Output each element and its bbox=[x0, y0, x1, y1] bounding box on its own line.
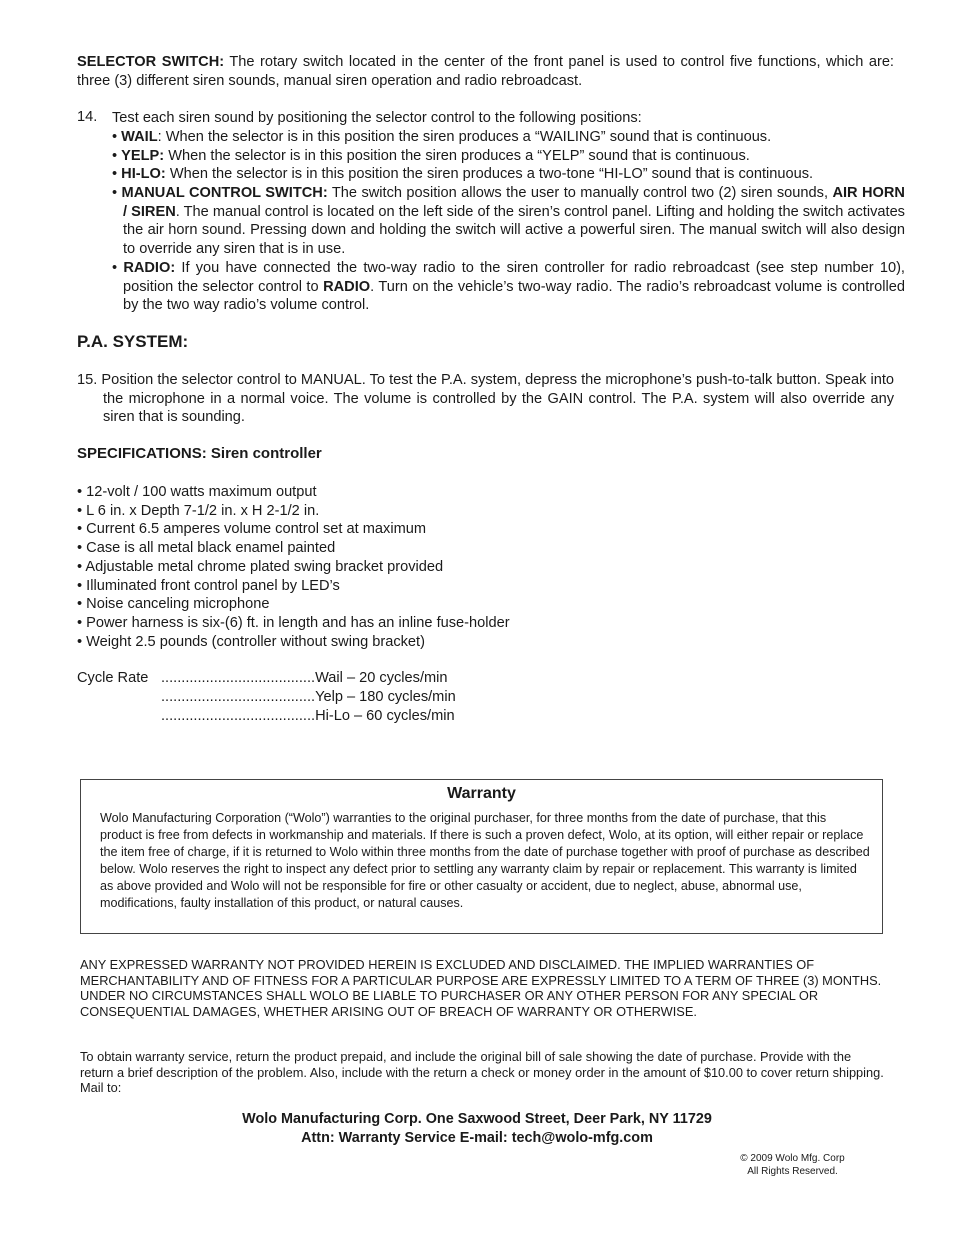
spec-item: • Illuminated front control panel by LED’s bbox=[77, 577, 340, 594]
yelp-label: YELP: bbox=[121, 148, 165, 164]
warranty-body: Wolo Manufacturing Corporation (“Wolo”) warranties to the original purchaser, for three months from the date of purchase, that this product is free from defects in workmanship and materials. If there is such a proven defect, Wolo, at its option, will either repair or replace the item free of charge, if it is returned to Wolo within three months from the date of purchase together with proof of purchase as described below. Wolo reserves the right to inspect any defect prior to settling any warranty claim by repair or replacement. This warranty is limited as above provided and Wolo will not be responsible for fire or other casualty or accident, due to neglect, abuse, abnormal use, modifications, faulty installation of this product, or natural causes. bbox=[100, 811, 870, 910]
radio-text1: If you have connected the two-way radio to the siren controller for radio rebroadcast (see step number 10), position the selector control to bbox=[123, 260, 905, 295]
spec-item: • Adjustable metal chrome plated swing bracket provided bbox=[77, 558, 444, 575]
radio-label: RADIO: bbox=[123, 260, 176, 276]
selector-label: SELECTOR SWITCH: bbox=[77, 54, 225, 70]
warranty-title: Warranty bbox=[447, 785, 516, 802]
specs-list bbox=[77, 483, 510, 651]
selector-paragraph bbox=[77, 53, 894, 90]
wail-text: : When the selector is in this position the siren produces a “WAILING” sound that is continuous. bbox=[157, 129, 772, 145]
cycle-row-yelp: ......................................Yelp – 180 cycles/min bbox=[161, 689, 456, 705]
address-line-1: Wolo Manufacturing Corp. One Saxwood Street, Deer Park, NY 11729 bbox=[242, 1111, 712, 1127]
radio-text2: . Turn on the vehicle’s two-way radio. The radio’s rebroadcast volume is controlled by the two way radio’s volume control. bbox=[123, 278, 905, 314]
radio-bold2: RADIO bbox=[323, 278, 371, 295]
warranty-box bbox=[80, 779, 883, 934]
address-line-2: Attn: Warranty Service E-mail: tech@wolo-mfg.com bbox=[301, 1130, 653, 1146]
service-paragraph: To obtain warranty service, return the product prepaid, and include the original bill of sale showing the date of purchase. Provide with the return a brief description of the problem. Also, include with the return a check or money order in the amount of $10.00 to cover return shipping. Mail to: bbox=[80, 1049, 884, 1095]
selector-text: The rotary switch located in the center of the front panel is used to control five functions, which are: three (3) different siren sounds, manual siren operation and radio rebroadcast. bbox=[77, 54, 894, 89]
spec-item: • Current 6.5 amperes volume control set at maximum bbox=[77, 521, 427, 538]
pa-heading: P.A. SYSTEM: bbox=[77, 332, 189, 351]
cycle-row-hilo: ......................................Hi-Lo – 60 cycles/min bbox=[161, 708, 455, 724]
manual-text1: The switch position allows the user to manually control two (2) siren sounds, bbox=[327, 185, 833, 201]
step14-number: 14. bbox=[77, 109, 98, 125]
copyright-line-2: All Rights Reserved. bbox=[747, 1166, 838, 1177]
yelp-text: When the selector is in this position the siren produces a “YELP” sound that is continuous. bbox=[164, 148, 750, 164]
spec-item: • Noise canceling microphone bbox=[77, 596, 270, 613]
bullet-yelp: • YELP: When the selector is in this position the siren produces a “YELP” sound that is continuous. bbox=[112, 148, 750, 164]
bullet-manual: • MANUAL CONTROL SWITCH: The switch position allows the user to manually control two (2) siren sounds, AIR HORN / SIREN. The manual control is located on the left side of the siren’s control panel. Lifting and holding the switch activates the air horn sound. Pressing down and holding the switch will active a powerful siren. The manual switch will also design to override any siren that is in use. bbox=[112, 185, 905, 257]
manual-label: MANUAL CONTROL SWITCH: bbox=[121, 185, 328, 201]
cycle-row-wail: ......................................Wail – 20 cycles/min bbox=[161, 670, 448, 686]
bullet-hilo: • HI-LO: When the selector is in this position the siren produces a two-tone “HI-LO” sound that is continuous. bbox=[112, 166, 814, 182]
manual-bold2: AIR HORN / SIREN bbox=[123, 185, 905, 220]
manual-text2: . The manual control is located on the left side of the siren’s control panel. Lifting and holding the switch activates the air horn sound. Pressing down and holding the switch will active a powerful siren. The manual switch will also design to override any siren that is in use. bbox=[123, 203, 905, 257]
bullet-wail: • WAIL: When the selector is in this position the siren produces a “WAILING” sound that is continuous. bbox=[112, 129, 772, 145]
step14-intro: Test each siren sound by positioning the selector control to the following positions: bbox=[112, 110, 642, 126]
wail-label: WAIL bbox=[121, 129, 158, 145]
bullet-radio: • RADIO: If you have connected the two-way radio to the siren controller for radio rebroadcast (see step number 10), position the selector control to RADIO. Turn on the vehicle’s two-way radio. The radio’s rebroadcast volume is controlled by the two way radio’s volume control. bbox=[112, 260, 905, 314]
spec-item: • 12-volt / 100 watts maximum output bbox=[77, 484, 317, 500]
spec-item: • L 6 in. x Depth 7-1/2 in. x H 2-1/2 in. bbox=[77, 502, 320, 519]
disclaimer-paragraph: ANY EXPRESSED WARRANTY NOT PROVIDED HEREIN IS EXCLUDED AND DISCLAIMED. THE IMPLIED WARRANTIES OF MERCHANTABILITY AND OF FITNESS FOR A PARTICULAR PURPOSE ARE EXPRESSLY LIMITED TO A TERM OF THREE (3) MONTHS. UNDER NO CIRCUMSTANCES SHALL WOLO BE LIABLE TO PURCHASER OR ANY OTHER PERSON FOR ANY SPECIAL OR CONSEQUENTIAL DAMAGES, WHETHER ARISING OUT OF BREACH OF WARRANTY OR OTHERWISE. bbox=[80, 957, 882, 1019]
specs-heading: SPECIFICATIONS: Siren controller bbox=[77, 445, 322, 462]
spec-item: • Power harness is six-(6) ft. in length and has an inline fuse-holder bbox=[77, 614, 510, 631]
hilo-label: HI-LO: bbox=[121, 166, 166, 182]
cycle-rate-label: Cycle Rate bbox=[77, 670, 149, 686]
step15-paragraph: 15. Position the selector control to MANUAL. To test the P.A. system, depress the microphone’s push-to-talk button. Speak into the microphone in a normal voice. The volume is controlled by the GAIN control. The P.A. system will also override any siren that is sounding. bbox=[77, 372, 894, 426]
spec-item: • Case is all metal black enamel painted bbox=[77, 540, 336, 557]
spec-item: • Weight 2.5 pounds (controller without swing bracket) bbox=[77, 633, 425, 650]
copyright-line-1: © 2009 Wolo Mfg. Corp bbox=[740, 1153, 845, 1164]
hilo-text: When the selector is in this position the siren produces a two-tone “HI-LO” sound that is continuous. bbox=[165, 166, 814, 182]
